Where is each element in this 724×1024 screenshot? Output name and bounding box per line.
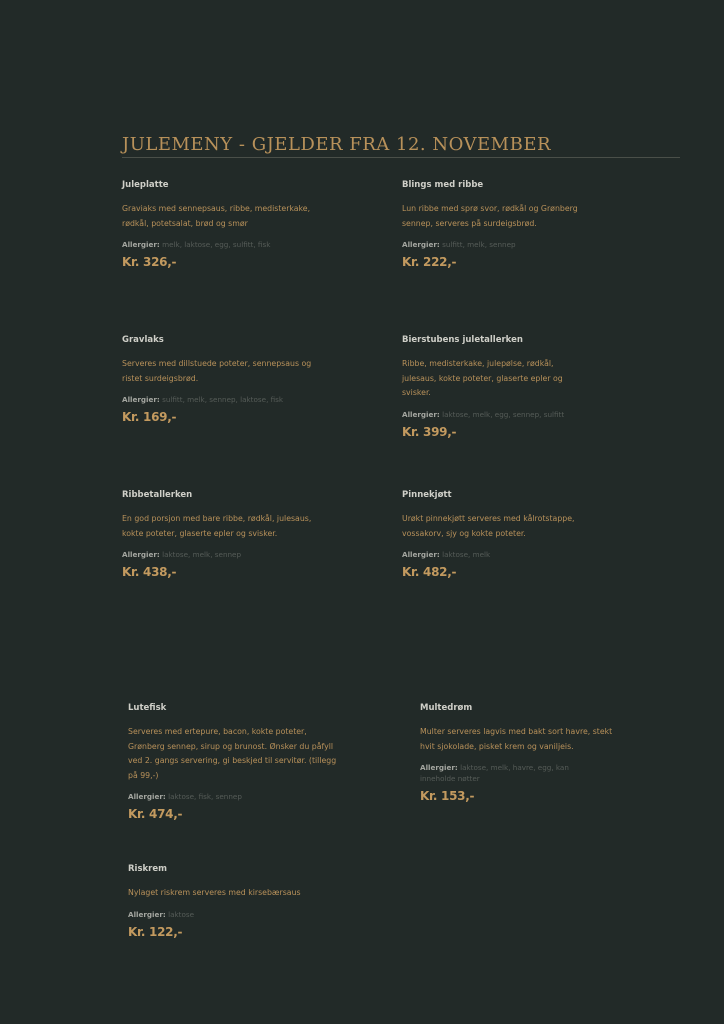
item-name: Multedrøm: [420, 703, 473, 713]
item-price: Kr. 122,-: [128, 924, 183, 939]
allergen-label: Allergier:: [402, 550, 440, 559]
menu-item-gravlaks: [122, 335, 312, 424]
item-allergens: [420, 762, 605, 784]
item-allergens: [128, 791, 338, 802]
item-allergens: [402, 239, 607, 250]
item-price: Kr. 326,-: [122, 255, 177, 269]
allergen-label: Allergier:: [122, 240, 160, 249]
item-description: Serveres med ertepure, bacon, kokte poteter, Grønberg sennep, sirup og brunost. Ønsker du påfyll ved 2. gangs servering, gi beskjed til servitør. (tillegg på 99,-): [128, 727, 337, 780]
item-allergens: [128, 909, 348, 920]
item-description: Graviaks med sennepsaus, ribbe, medisterkake, rødkål, potetsalat, brød og smør: [122, 204, 311, 228]
allergen-label: Allergier:: [122, 395, 160, 404]
item-price: Kr. 222,-: [402, 255, 457, 269]
item-allergens: [402, 549, 602, 560]
item-name: Gravlaks: [122, 335, 164, 345]
allergen-label: Allergier:: [402, 409, 440, 419]
item-price: Kr. 169,-: [122, 410, 177, 424]
title-divider: [122, 157, 680, 158]
item-name: Ribbetallerken: [122, 490, 193, 500]
allergen-list: laktose, melk, egg, sennep, sulfitt: [442, 409, 565, 419]
item-allergens: [122, 239, 312, 250]
page-title: JULEMENY - GJELDER FRA 12. NOVEMBER: [122, 134, 552, 155]
item-name: Juleplatte: [122, 180, 169, 190]
menu-item-lutefisk: [128, 703, 338, 821]
item-price: Kr. 438,-: [122, 565, 177, 579]
item-price: Kr. 474,-: [128, 807, 183, 821]
item-name: Riskrem: [128, 864, 167, 874]
item-description: En god porsjon med bare ribbe, rødkål, julesaus, kokte poteter, glaserte epler og svisker.: [122, 514, 312, 538]
menu-item-pinnekjott: [402, 490, 602, 579]
item-description: Multer serveres lagvis med bakt sort havre, stekt hvit sjokolade, pisket krem og vaniljeis.: [420, 727, 613, 751]
menu-item-multedrom: [420, 703, 620, 803]
menu-item-ribbetallerken: [122, 490, 312, 579]
item-price: Kr. 482,-: [402, 565, 457, 579]
allergen-label: Allergier:: [122, 550, 160, 559]
item-name: Bierstubens juletallerken: [402, 335, 523, 345]
allergen-list: sulfitt, melk, sennep: [442, 240, 516, 249]
item-description: Serveres med dillstuede poteter, sennepsaus og ristet surdeigsbrød.: [122, 359, 312, 383]
item-allergens: [122, 549, 312, 560]
item-description: Ribbe, medisterkake, julepølse, rødkål, julesaus, kokte poteter, glaserte epler og svisker.: [402, 359, 563, 397]
allergen-list: melk, laktose, egg, sulfitt, fisk: [162, 240, 271, 249]
menu-item-juleplatte: [122, 180, 312, 269]
menu-item-bierstubens-juletallerken: [402, 335, 587, 439]
allergen-list: laktose: [168, 909, 195, 919]
item-description: Urøkt pinnekjøtt serveres med kålrotstappe, vossakorv, sjy og kokte poteter.: [402, 514, 575, 538]
allergen-list: laktose, melk, sennep: [162, 550, 242, 559]
allergen-label: Allergier:: [128, 792, 166, 801]
allergen-list: laktose, fisk, sennep: [168, 792, 242, 801]
item-price: Kr. 399,-: [402, 424, 457, 439]
allergen-label: Allergier:: [128, 909, 166, 919]
item-name: Lutefisk: [128, 703, 167, 713]
allergen-list: sulfitt, melk, sennep, laktose, fisk: [162, 395, 284, 404]
item-allergens: [122, 394, 312, 405]
menu-item-blings-med-ribbe: [402, 180, 607, 269]
allergen-list: laktose, melk, havre, egg, kan inneholde nøtter: [420, 763, 569, 783]
menu-item-riskrem: [128, 864, 348, 939]
allergen-label: Allergier:: [402, 240, 440, 249]
item-name: Pinnekjøtt: [402, 490, 452, 500]
item-name: Blings med ribbe: [402, 180, 484, 190]
item-description: Lun ribbe med sprø svor, rødkål og Grønberg sennep, serveres på surdeigsbrød.: [402, 204, 578, 228]
item-allergens: [402, 409, 587, 420]
item-price: Kr. 153,-: [420, 789, 475, 803]
allergen-list: laktose, melk: [442, 550, 491, 559]
allergen-label: Allergier:: [420, 763, 458, 772]
item-description: Nylaget riskrem serveres med kirsebærsaus: [128, 888, 301, 897]
